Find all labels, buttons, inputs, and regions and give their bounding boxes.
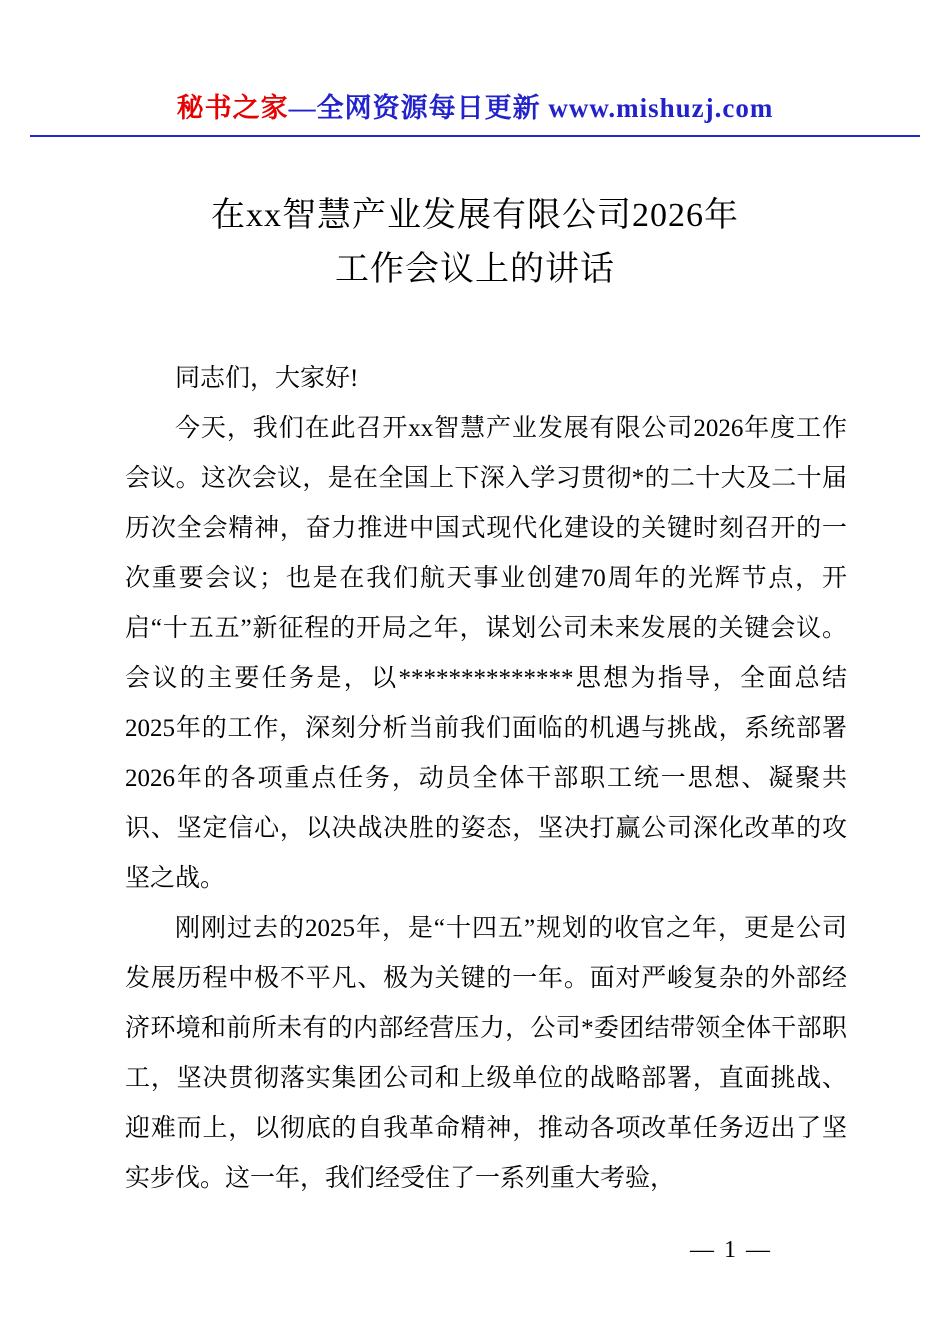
document-title — [0, 189, 950, 298]
site-name: 秘书之家 — [176, 93, 289, 123]
title-line-2: 工作会议上的讲话 — [335, 251, 615, 289]
paragraph-greeting: 同志们，大家好! — [175, 364, 359, 392]
site-tagline: —全网资源每日更新 — [288, 93, 549, 123]
paragraph-meeting-intro: 今天，我们在此召开xx智慧产业发展有限公司2026年度工作会议。这次会议，是在全国上下深入学习贯彻*的二十大及二十届历次全会精神，奋力推进中国式现代化建设的关键时刻召开的一次重要会议；也是在我们航天事业创建70周年的光辉节点，开启“十五五”新征程的开局之年，谋划公司未来发展的关键会议。会议的主要任务是，以**************思想为指导，全面总结2025年的工作，深刻分析当前我们面临的机遇与挑战，系统部署2026年的各项重点任务，动员全体干部职工统一思想、凝聚共识、坚定信心，以决战决胜的姿态，坚决打赢公司深化改革的攻坚之战。 — [125, 414, 847, 892]
header-divider — [30, 135, 920, 137]
document-body — [125, 354, 847, 1204]
title-line-1: 在xx智慧产业发展有限公司2026年 — [211, 197, 739, 234]
page-number: — 1 — — [690, 1237, 772, 1263]
paragraph-year-review: 刚刚过去的2025年，是“十四五”规划的收官之年，更是公司发展历程中极不平凡、极为关键的一年。面对严峻复杂的外部经济环境和前所未有的内部经营压力，公司*委团结带领全体干部职工，坚决贯彻落实集团公司和上级单位的战略部署，直面挑战、迎难而上，以彻底的自我革命精神，推动各项改革任务迈出了坚实步伐。这一年，我们经受住了一系列重大考验， — [125, 914, 847, 1192]
site-url-link[interactable]: www.mishuzj.com — [548, 93, 774, 123]
site-header — [0, 0, 950, 125]
page-footer — [690, 1237, 772, 1264]
